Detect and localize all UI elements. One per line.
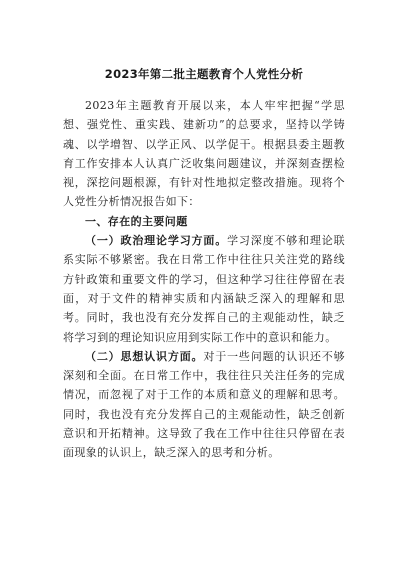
item-paragraph-ideological-understanding bbox=[63, 347, 345, 463]
item-lead: （二）思想认识方面。 bbox=[85, 349, 204, 363]
item-text: 对于一些问题的认识还不够深刻和全面。在日常工作中，我往往只关注任务的完成情况，而忽视了对于工作的本质和意义的理解和思考。同时，我也没有充分发挥自己的主观能动性，缺乏创新意识和开拓精神。这导致了我在工作中往往只停留在表面现象的认识上，缺乏深入的思考和分析。 bbox=[63, 349, 345, 460]
document-title: 2023年第二批主题教育个人党性分析 bbox=[104, 67, 304, 81]
section-heading-problems: 一、存在的主要问题 bbox=[85, 214, 188, 228]
item-lead: （一）政治理论学习方面。 bbox=[85, 234, 228, 248]
item-text: 学习深度不够和理论联系实际不够紧密。我在日常工作中往往只关注党的路线方针政策和重要文件的学习，但这种学习往往停留在表面，对于文件的精神实质和内涵缺乏深入的理解和思考。同时，我也没有充分发挥自己的主观能动性，缺乏将学习到的理论知识应用到实际工作中的意识和能力。 bbox=[63, 234, 345, 344]
item-paragraph-political-theory bbox=[63, 231, 345, 347]
document-body bbox=[63, 96, 345, 463]
intro-paragraph: 2023年主题教育开展以来，本人牢牢把握“学思想、强党性、重实践、建新功”的总要求，坚持以学铸魂、以学增智、以学正风、以学促干。根据县委主题教育工作安排本人认真广泛收集问题建议，并深刻查摆检视，深挖问题根源，有针对性地拟定整改措施。现将个人党性分析情况报告如下： bbox=[63, 99, 345, 209]
